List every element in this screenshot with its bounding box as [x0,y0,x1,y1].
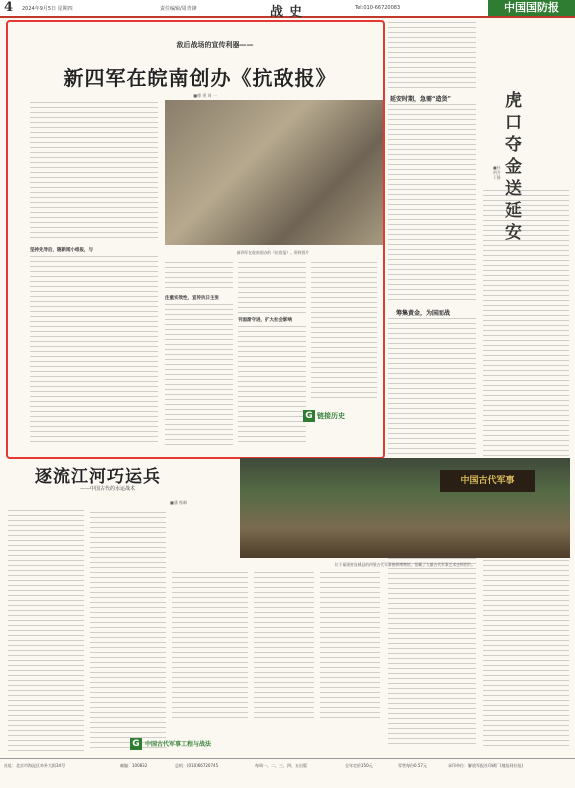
right-body-top [388,22,476,90]
article-body-col4 [311,262,377,400]
g-logo-icon: G [303,410,315,422]
article-body-col2 [165,304,233,446]
footer-phone: 总机：(010)66720745 [175,763,219,768]
series-banner: G 中国古代军事工程与战法 [130,733,380,747]
second-body-col1 [8,510,84,752]
footer-printer: 承印单位：解放军报社印刷厂(地址同社址) [448,763,524,768]
right-subhead-2: 筹集黄金，为国而战 [396,310,451,317]
right-subhead-1: 延安时期，急需“造货” [390,96,451,103]
footer-schedule: 每周一、二、三、四、五出版 [255,763,307,768]
page-number: 4 [4,0,14,15]
g-logo-icon: G [130,738,142,750]
article-body-col3-top [238,262,306,314]
phone-number: Tel:010-66720083 [355,5,401,11]
subhead-1: 坚持先导后，随新闻小组报，与 [30,248,93,253]
footer-retail: 零售每份0.57元 [398,763,427,768]
newspaper-photo [165,100,383,245]
article-headline: 新四军在皖南创办《抗敌报》 [63,66,337,90]
section-title: 战史 [270,5,309,20]
second-body-col5 [320,572,380,722]
second-byline: ■潘 秋琳 [170,500,188,505]
footer-price: 全年定价150元 [345,763,373,768]
museum-sign: 中国古代军事 [440,470,535,492]
masthead-logo: 中国国防报 [488,0,575,16]
right-body-col2b [483,550,569,748]
right-body-col2 [483,190,569,460]
footer-postcode: 邮编：100832 [120,763,148,768]
second-subtitle: ——中国古代的水运战术 [80,486,136,492]
vertical-byline: ■孙明乔 于静 [493,165,501,180]
article-byline: ■傅 勇 周 一 [193,93,217,98]
second-body-col4 [254,572,314,722]
subhead-2: 注重实效性，宣传抗日主张 [165,296,219,301]
second-headline: 逐流江河巧运兵 [35,467,161,487]
vertical-title: 虎口夺金送延安 [505,91,522,243]
subhead-3: 刊面渐守进，扩大社会影响 [238,318,292,323]
photo-caption: 新四军在皖南创办的《抗敌报》。资料图片 [236,250,310,255]
right-body-col1 [388,104,476,304]
article-body-col1 [30,256,158,446]
article-body-col1-top [30,102,158,242]
link-history-badge: G 链接历史 [303,405,358,419]
article-body-col3 [238,326,306,446]
page-footer [0,758,575,773]
museum-photo-caption: 位于福建省连城县的四堡古代军事指挥博物馆，馆藏了大量古代军事艺术史料图片。 [334,562,476,567]
issue-date: 2024年9月5日 星期四 [22,6,73,12]
footer-address: 社址：北京市海淀区阜外大街34号 [4,763,66,768]
second-body-col2 [90,512,166,752]
editor-credit: 责任编辑/周青锋 [160,6,197,12]
article-body-col2-top [165,262,233,292]
second-body-col3 [172,572,248,722]
article-kicker: 敌后战场的宣传利器—— [176,40,254,49]
